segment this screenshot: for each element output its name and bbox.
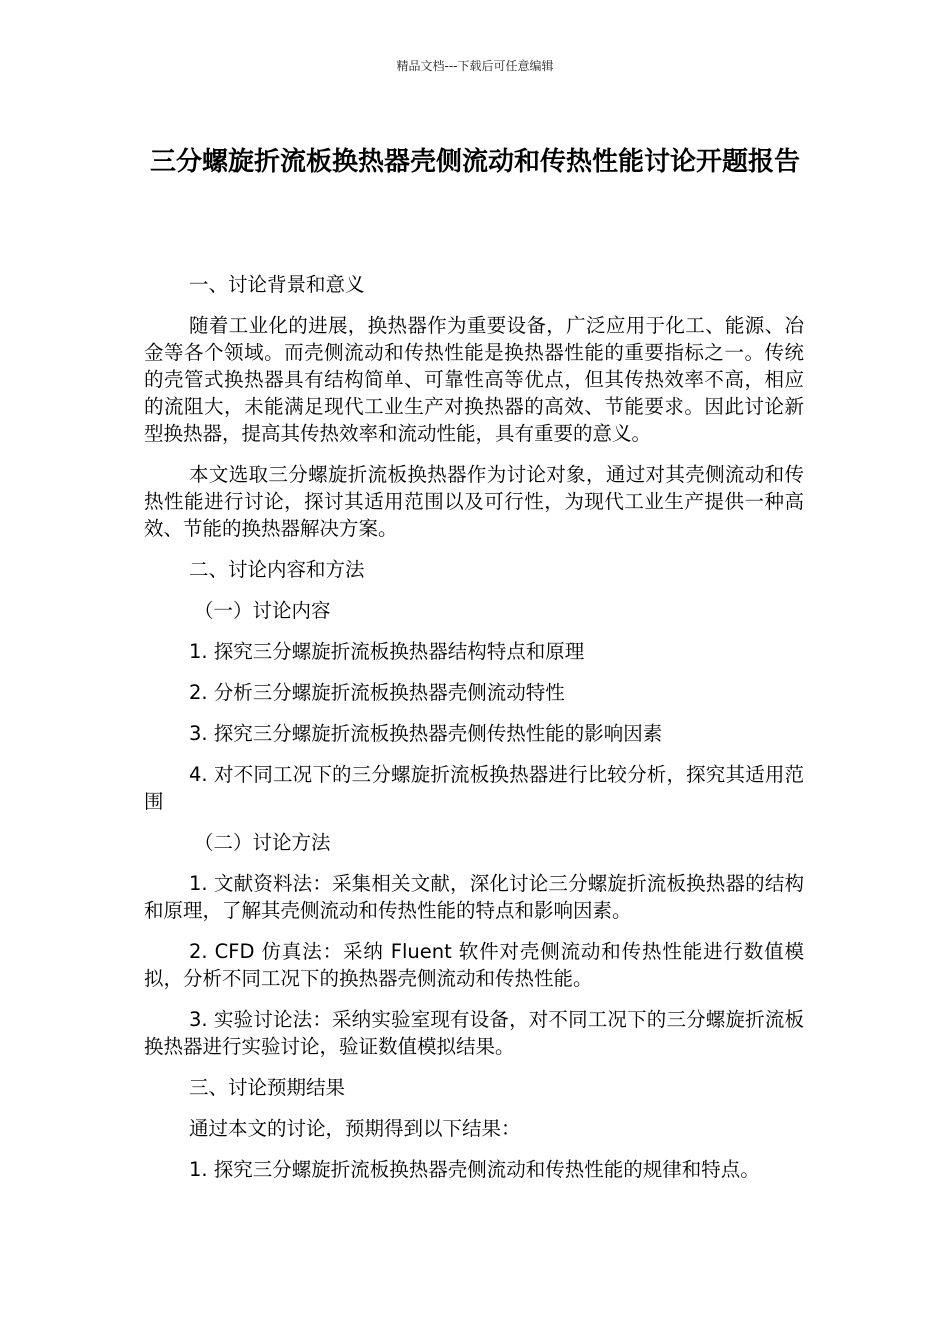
paragraph-results-intro: 通过本文的讨论，预期得到以下结果：	[189, 1117, 521, 1140]
list-item: 1. 文献资料法：采集相关文献，深化讨论三分螺旋折流板换热器的结构和原理，了解其壳侧流动和传热性能的特点和影响因素。	[144, 872, 804, 922]
document-body	[144, 271, 804, 1197]
list-item: 3. 探究三分螺旋折流板换热器壳侧传热性能的影响因素	[189, 722, 663, 745]
section-heading-expected-results: 三、讨论预期结果	[189, 1076, 346, 1099]
list-item: 2. 分析三分螺旋折流板换热器壳侧流动特性	[189, 681, 565, 704]
section-heading-content-method: 二、讨论内容和方法	[189, 558, 365, 581]
subsection-heading-content: （一）讨论内容	[194, 599, 331, 622]
subsection-heading-method: （二）讨论方法	[194, 831, 331, 854]
paragraph-objective: 本文选取三分螺旋折流板换热器作为讨论对象，通过对其壳侧流动和传热性能进行讨论，探讨其适用范围以及可行性，为现代工业生产提供一种高效、节能的换热器解决方案。	[144, 463, 804, 540]
list-item: 2. CFD 仿真法：采纳 Fluent 软件对壳侧流动和传热性能进行数值模拟，分析不同工况下的换热器壳侧流动和传热性能。	[144, 940, 804, 990]
list-item: 3. 实验讨论法：采纳实验室现有设备，对不同工况下的三分螺旋折流板换热器进行实验讨论，验证数值模拟结果。	[144, 1008, 804, 1058]
list-item: 1. 探究三分螺旋折流板换热器结构特点和原理	[189, 640, 585, 663]
paragraph-background: 随着工业化的进展，换热器作为重要设备，广泛应用于化工、能源、冶金等各个领域。而壳侧流动和传热性能是换热器性能的重要指标之一。传统的壳管式换热器具有结构简单、可靠性高等优点，但其传热效率不高，相应的流阻大，未能满足现代工业生产对换热器的高效、节能要求。因此讨论新型换热器，提高其传热效率和流动性能，具有重要的意义。	[144, 314, 804, 445]
page-header: 精品文档---下载后可任意编辑	[396, 59, 554, 73]
list-item: 4. 对不同工况下的三分螺旋折流板换热器进行比较分析，探究其适用范围	[144, 763, 804, 813]
list-item: 1. 探究三分螺旋折流板换热器壳侧流动和传热性能的规律和特点。	[189, 1158, 760, 1181]
section-heading-background: 一、讨论背景和意义	[189, 273, 365, 296]
document-title: 三分螺旋折流板换热器壳侧流动和传热性能讨论开题报告	[149, 147, 800, 177]
